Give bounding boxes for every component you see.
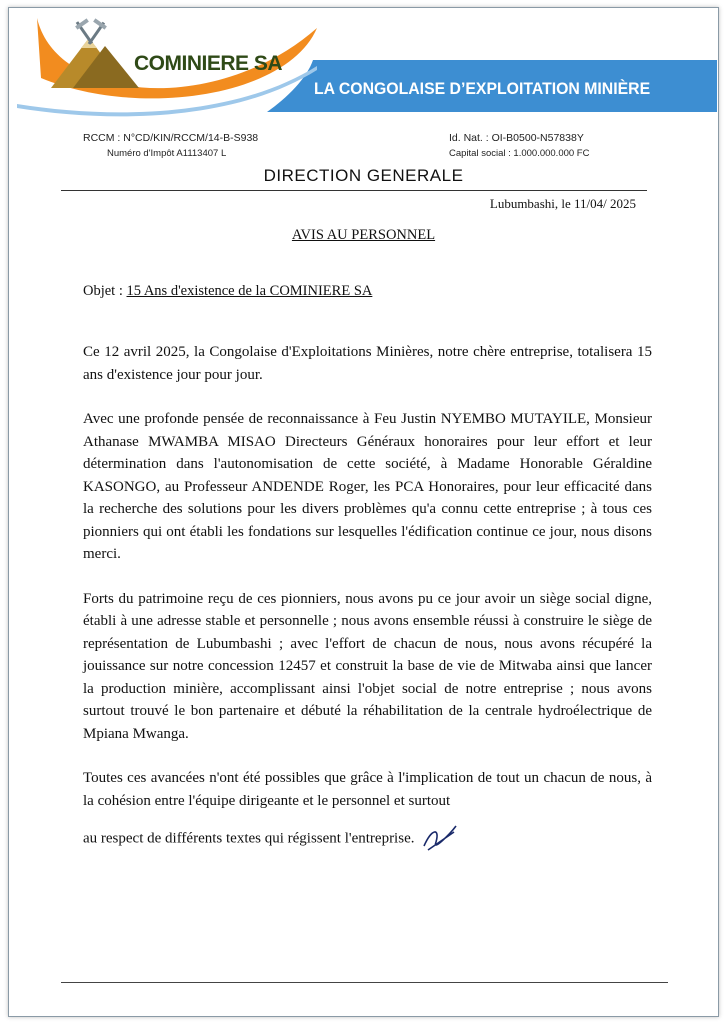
direction-title: DIRECTION GENERALE [263,166,464,185]
paragraph-2: Avec une profonde pensée de reconnaissance à Feu Justin NYEMBO MUTAYILE, Monsieur Athanase MWAMBA MISAO Directeurs Généraux honoraires pour leur effort et leur détermination dans l'autonomisation de cette société, à Madame Honorable Géraldine KASONGO, au Professeur ANDENDE Roger, les PCA Honoraires, pour leur efficacité dans la recherche des solutions pour les divers problèmes qu'a connu cette entreprise ; à tous ces pionniers qui ont établi les fondations sur lesquelles l'édification continue ce jour, nous disons merci. [83,411,652,562]
signature-initial [420,824,460,854]
paragraph-3: Forts du patrimoine reçu de ces pionniers, nous avons pu ce jour avoir un siège social digne, établi à une adresse stable et personnelle ; nous avons ensemble réussi à construire le siège de représentation de Lubumbashi ; avec l'effort de chacun de nous, nous avons récupéré la jouissance sur notre concession 12457 et construit la base de vie de Mitwaba ainsi que lancer la production minière, accomplissant ainsi l'objet social de notre entreprise ; nous avons surtout trouvé le bon partenaire et débuté la réhabilitation de la centrale hydroélectrique de Mpiana Mwanga. [83,590,652,742]
capital-social: Capital social : 1.000.000.000 FC [449,148,590,159]
paragraph-4-tail: au respect de différents textes qui régissent l'entreprise. [83,830,415,847]
id-nat: Id. Nat. : OI-B0500-N57838Y [449,132,584,144]
header-divider [61,190,647,191]
subject-label: Objet : [83,283,127,299]
rccm-number: RCCM : N°CD/KIN/RCCM/14-B-S938 [83,132,259,144]
subject-text: 15 Ans d'existence de la COMINIERE SA [126,283,373,299]
document-date: Lubumbashi, le 11/04/ 2025 [489,196,636,211]
paragraph-4 [83,767,652,854]
paragraph-1: Ce 12 avril 2025, la Congolaise d'Exploitations Minières, notre chère entreprise, totalisera 15 ans d'existence jour pour jour. [83,344,652,383]
document-page [8,7,719,1017]
subject-line [83,283,372,300]
notice-heading: AVIS AU PERSONNEL [291,227,436,243]
paragraph-4-tail-line [83,824,652,854]
footer-divider [61,982,668,983]
paragraph-4-text: Toutes ces avancées n'ont été possibles que grâce à l'implication de tout un chacun de nous, à la cohésion entre l'équipe dirigeante et le personnel et surtout [83,770,652,809]
company-tagline: LA CONGOLAISE D’EXPLOITATION MINIÈRE [314,79,651,98]
company-name: COMINIERE SA [134,52,283,75]
document-body [83,341,652,854]
tax-number: Numéro d'Impôt A1113407 L [107,148,227,159]
